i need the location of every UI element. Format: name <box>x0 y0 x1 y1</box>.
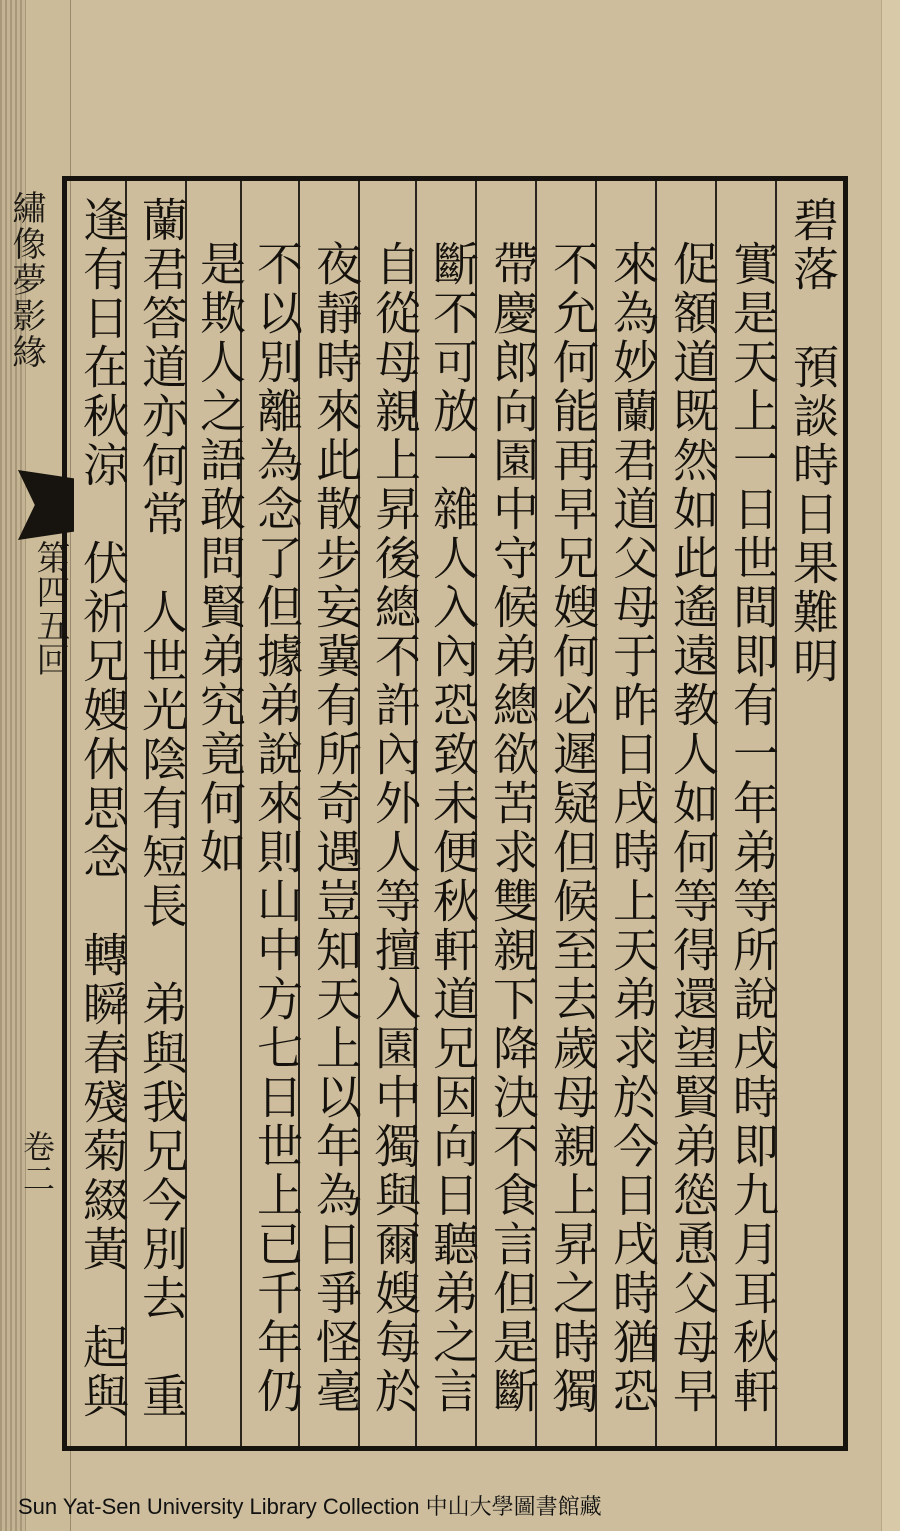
text-column-9: 夜靜時來此散步妄冀有所奇遇豈知天上以年為日爭怪毫 <box>309 240 363 1416</box>
text-column-8: 自從母親上昇後總不許內外人等擅入園中獨與爾嫂每於 <box>368 240 422 1416</box>
text-column-12: 蘭君答道亦何常 人世光陰有短長 弟與我兄今別去 重 <box>135 196 189 1421</box>
text-column-13: 逢有日在秋涼 伏祈兄嫂休思念 轉瞬春殘菊綴黃 起與 <box>76 196 130 1421</box>
text-column-1: 碧落 預談時日果難明 <box>786 196 840 686</box>
text-column-7: 斷不可放一雜人入內恐致未便秋軒道兄因向日聽弟之言 <box>426 240 480 1416</box>
right-page-edge <box>881 0 900 1531</box>
text-column-10: 不以別離為念了但據弟說來則山中方七日世上已千年仍 <box>250 240 304 1416</box>
spine-folio-number: 卷二 <box>18 1130 56 1194</box>
spine-book-title: 繡像夢影緣 <box>6 190 46 370</box>
spine-chapter-label: 第四五回 <box>30 540 70 676</box>
text-column-2: 實是天上一日世間即有一年弟等所說戌時即九月耳秋軒 <box>726 240 780 1416</box>
text-column-3: 促額道既然如此遙遠教人如何等得還望賢弟慫恿父母早 <box>666 240 720 1416</box>
collection-credit: Sun Yat-Sen University Library Collection 中山大學圖書館藏 <box>18 1494 602 1519</box>
text-column-4: 來為妙蘭君道父母于昨日戌時上天弟求於今日戌時猶恐 <box>606 240 660 1416</box>
text-column-6: 帶慶郎向園中守候弟總欲苦求雙親下降決不食言但是斷 <box>486 240 540 1416</box>
text-column-11: 是欺人之語敢問賢弟究竟何如 <box>193 240 247 877</box>
text-column-5: 不允何能再早兄嫂何必遲疑但候至去歲母親上昇之時獨 <box>546 240 600 1416</box>
